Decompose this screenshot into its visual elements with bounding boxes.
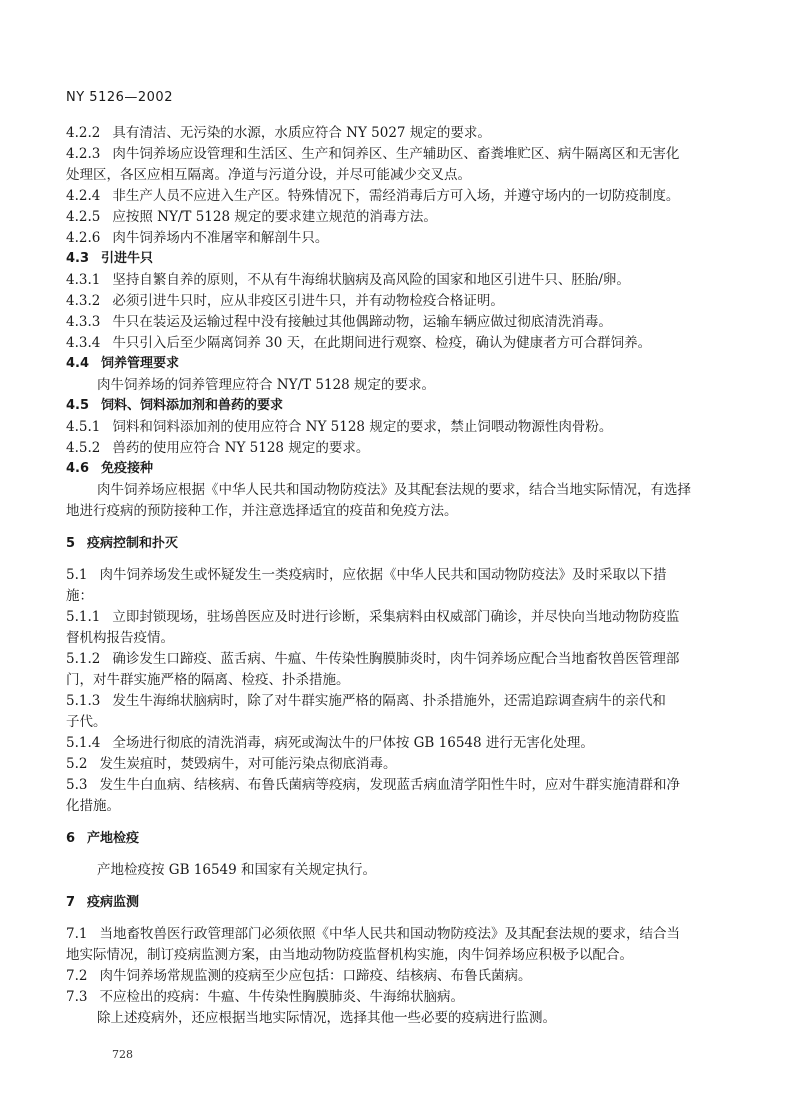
- heading-text: 免疫接种: [101, 461, 154, 476]
- chapter-heading: [66, 894, 139, 912]
- clause-text: 地进行疫病的预防接种工作，并注意选择适宜的疫苗和免疫方法。: [66, 503, 458, 519]
- clause-text: 肉牛饲养场发生或怀疑发生一类疫病时，应依据《中华人民共和国动物防疫法》及时采取以下措: [99, 567, 667, 583]
- clause-number: 4.3.4: [66, 335, 101, 351]
- clause-text: 发生牛海绵状脑病时，除了对牛群实施严格的隔离、扑杀措施外，还需追踪调查病牛的亲代和: [112, 693, 666, 709]
- section-heading: [66, 397, 283, 415]
- clause-text: 发生牛白血病、结核病、布鲁氏菌病等疫病，发现蓝舌病血清学阳性牛时，应对牛群实施清群和净: [99, 777, 680, 793]
- clause-text: 牛只在装运及运输过程中没有接触过其他偶蹄动物，运输车辆应做过彻底清洗消毒。: [112, 314, 612, 330]
- clause-text: 饲料和饲料添加剂的使用应符合 NY 5128 规定的要求，禁止饲喂动物源性肉骨粉。: [112, 419, 613, 435]
- clause-number: 4.3.1: [66, 272, 101, 288]
- clause-text: 必须引进牛只时，应从非疫区引进牛只，并有动物检疫合格证明。: [112, 293, 504, 309]
- clause-number: 4.5.2: [66, 440, 101, 456]
- heading-text: 引进牛只: [101, 251, 154, 266]
- text-line: [97, 1009, 556, 1027]
- text-line: [66, 334, 651, 352]
- text-line: [66, 650, 679, 668]
- text-line: [66, 755, 396, 773]
- section-heading: [66, 460, 153, 478]
- text-line: [97, 861, 376, 879]
- clause-text: 子代。: [66, 714, 107, 730]
- clause-text: 门，对牛群实施严格的隔离、检疫、扑杀措施。: [66, 672, 350, 688]
- standard-code-header: NY 5126—2002: [66, 90, 173, 105]
- clause-number: 5.2: [66, 756, 88, 772]
- chapter-number: 7: [66, 895, 76, 910]
- text-line: [66, 988, 464, 1006]
- text-line: [66, 439, 369, 457]
- text-line: [66, 925, 680, 943]
- clause-number: 4.5.1: [66, 419, 101, 435]
- clause-text: 施：: [66, 588, 93, 604]
- clause-text: 应按照 NY/T 5128 规定的要求建立规范的消毒方法。: [112, 209, 437, 225]
- section-heading: [66, 250, 153, 268]
- heading-text: 疫病监测: [87, 895, 140, 910]
- clause-text: 非生产人员不应进入生产区。特殊情况下，需经消毒后方可入场，并遵守场内的一切防疫制度。: [112, 188, 680, 204]
- clause-number: 4.2.5: [66, 209, 101, 225]
- chapter-heading: [66, 830, 139, 848]
- clause-text: 兽药的使用应符合 NY 5128 规定的要求。: [112, 440, 370, 456]
- clause-text: 肉牛饲养场常规监测的疫病至少应包括：口蹄疫、结核病、布鲁氏菌病。: [99, 968, 532, 984]
- clause-text: 当地畜牧兽医行政管理部门必须依照《中华人民共和国动物防疫法》及其配套法规的要求，结合当: [99, 926, 680, 942]
- clause-text: 肉牛饲养场的饲养管理应符合 NY/T 5128 规定的要求。: [97, 377, 436, 393]
- text-line: [66, 271, 630, 289]
- text-line: [66, 145, 679, 163]
- clause-number: 7.1: [66, 926, 88, 942]
- text-line: [66, 734, 594, 752]
- text-line: [66, 502, 458, 520]
- text-line: [66, 124, 491, 142]
- clause-number: 4.2.6: [66, 230, 101, 246]
- clause-number: 7.3: [66, 989, 88, 1005]
- text-line: [66, 776, 680, 794]
- clause-text: 肉牛饲养场应设管理和生活区、生产和饲养区、生产辅助区、畜粪堆贮区、病牛隔离区和无害化: [112, 146, 680, 162]
- clause-text: 确诊发生口蹄疫、蓝舌病、牛瘟、牛传染性胸膜肺炎时，肉牛饲养场应配合当地畜牧兽医管理部: [112, 651, 680, 667]
- chapter-number: 6: [66, 831, 76, 846]
- clause-text: 产地检疫按 GB 16549 和国家有关规定执行。: [97, 862, 377, 878]
- text-line: [66, 292, 504, 310]
- text-line: [66, 187, 679, 205]
- clause-number: 4.3.2: [66, 293, 101, 309]
- clause-text: 坚持自繁自养的原则，不从有牛海绵状脑病及高风险的国家和地区引进牛只、胚胎/卵。: [112, 272, 630, 288]
- clause-number: 7.2: [66, 968, 88, 984]
- text-line: [66, 313, 612, 331]
- clause-text: 牛只引入后至少隔离饲养 30 天，在此期间进行观察、检疫，确认为健康者方可合群饲养。: [112, 335, 652, 351]
- text-line: [97, 481, 691, 499]
- clause-text: 地实际情况，制订疫病监测方案，由当地动物防疫监督机构实施，肉牛饲养场应积极予以配合。: [66, 947, 633, 963]
- text-line: [66, 166, 471, 184]
- clause-number: 5.1: [66, 567, 88, 583]
- clause-text: 肉牛饲养场内不准屠宰和解剖牛只。: [112, 230, 329, 246]
- heading-text: 饲养管理要求: [101, 356, 180, 371]
- text-line: [66, 713, 107, 731]
- text-line: [66, 629, 174, 647]
- text-line: [66, 797, 120, 815]
- clause-number: 4.6: [66, 461, 90, 476]
- clause-number: 5.1.1: [66, 609, 101, 625]
- clause-number: 4.2.3: [66, 146, 101, 162]
- clause-text: 肉牛饲养场应根据《中华人民共和国动物防疫法》及其配套法规的要求，结合当地实际情况，有选择: [97, 482, 691, 498]
- heading-text: 疫病控制和扑灭: [87, 536, 179, 551]
- page-number: 728: [112, 1048, 133, 1061]
- clause-number: 5.3: [66, 777, 88, 793]
- text-line: [66, 208, 437, 226]
- chapter-heading: [66, 535, 178, 553]
- text-line: [66, 671, 350, 689]
- clause-number: 4.2.2: [66, 125, 101, 141]
- text-line: [66, 608, 679, 626]
- text-line: [66, 967, 531, 985]
- clause-text: 督机构报告疫情。: [66, 630, 174, 646]
- clause-number: 4.3.3: [66, 314, 101, 330]
- clause-number: 4.5: [66, 398, 90, 413]
- text-line: [66, 229, 328, 247]
- clause-text: 发生炭疽时，焚毁病牛，对可能污染点彻底消毒。: [99, 756, 397, 772]
- text-line: [66, 418, 612, 436]
- clause-number: 4.4: [66, 356, 90, 371]
- clause-text: 处理区，各区应相互隔离。净道与污道分设，并尽可能减少交叉点。: [66, 167, 471, 183]
- heading-text: 饲料、饲料添加剂和兽药的要求: [101, 398, 284, 413]
- clause-number: 5.1.2: [66, 651, 101, 667]
- text-line: [66, 692, 666, 710]
- clause-number: 4.3: [66, 251, 90, 266]
- clause-number: 4.2.4: [66, 188, 101, 204]
- heading-text: 产地检疫: [87, 831, 140, 846]
- clause-text: 化措施。: [66, 798, 120, 814]
- clause-text: 立即封锁现场，驻场兽医应及时进行诊断，采集病料由权威部门确诊，并尽快向当地动物防疫监: [112, 609, 680, 625]
- section-heading: [66, 355, 179, 373]
- text-line: [66, 946, 633, 964]
- clause-text: 全场进行彻底的清洗消毒，病死或淘汰牛的尸体按 GB 16548 进行无害化处理。: [112, 735, 594, 751]
- text-line: [97, 376, 435, 394]
- chapter-number: 5: [66, 536, 76, 551]
- clause-text: 具有清洁、无污染的水源，水质应符合 NY 5027 规定的要求。: [112, 125, 491, 141]
- clause-text: 不应检出的疫病：牛瘟、牛传染性胸膜肺炎、牛海绵状脑病。: [99, 989, 464, 1005]
- clause-text: 除上述疫病外，还应根据当地实际情况，选择其他一些必要的疫病进行监测。: [97, 1010, 556, 1026]
- clause-number: 5.1.3: [66, 693, 101, 709]
- text-line: [66, 566, 666, 584]
- text-line: [66, 587, 93, 605]
- clause-number: 5.1.4: [66, 735, 101, 751]
